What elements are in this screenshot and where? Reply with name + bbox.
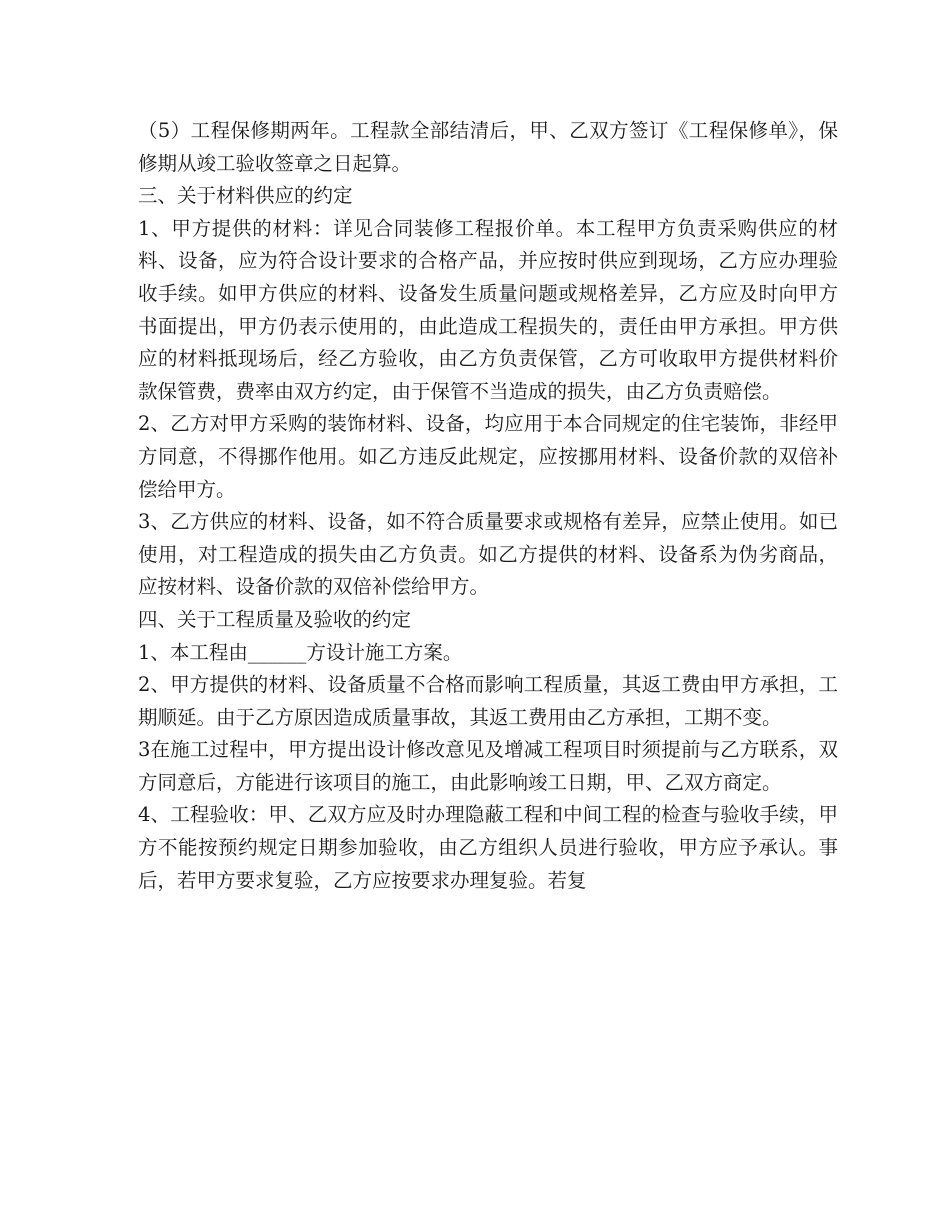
- section-heading-quality-acceptance: 四、关于工程质量及验收的约定: [138, 607, 412, 631]
- paragraph-party-b-supply: 3、乙方供应的材料、设备，如不符合质量要求或规格有差异，应禁止使用。如已使用，对工程造成的损失由乙方负责。如乙方提供的材料、设备系为伪劣商品，应按材料、设备价款的双倍补偿给甲方。: [138, 510, 838, 599]
- paragraph-acceptance: 4、工程验收：甲、乙双方应及时办理隐蔽工程和中间工程的检查与验收手续，甲方不能按预约规定日期参加验收，由乙方组织人员进行验收，甲方应予承认。事后，若甲方要求复验，乙方应按要求办理复验。若复: [138, 803, 838, 892]
- paragraph-party-a-materials: 1、甲方提供的材料：详见合同装修工程报价单。本工程甲方负责采购供应的材料、设备，应为符合设计要求的合格产品，并应按时供应到现场，乙方应办理验收手续。如甲方供应的材料、设备发生质量问题或规格差异，乙方应及时向甲方书面提出，甲方仍表示使用的，由此造成工程损失的，责任由甲方承担。甲方供应的材料抵现场后，经乙方验收，由乙方负责保管，乙方可收取甲方提供材料价款保管费，费率由双方约定，由于保管不当造成的损失，由乙方负责赔偿。: [138, 216, 838, 403]
- section-heading-material-supply: 三、关于材料供应的约定: [138, 184, 353, 208]
- paragraph-rework-cost: 2、甲方提供的材料、设备质量不合格而影响工程质量，其返工费由甲方承担，工期顺延。由于乙方原因造成质量事故，其返工费用由乙方承担，工期不变。: [138, 673, 838, 729]
- paragraph-design-changes: 3在施工过程中，甲方提出设计修改意见及增减工程项目时须提前与乙方联系，双方同意后，方能进行该项目的施工，由此影响竣工日期，甲、乙双方商定。: [138, 738, 838, 794]
- document-body: [138, 115, 838, 897]
- paragraph-warranty-period: （5）工程保修期两年。工程款全部结清后，甲、乙双方签订《工程保修单》，保修期从竣工验收签章之日起算。: [138, 119, 838, 175]
- paragraph-party-b-usage: 2、乙方对甲方采购的装饰材料、设备，均应用于本合同规定的住宅装饰，非经甲方同意，不得挪作他用。如乙方违反此规定，应按挪用材料、设备价款的双倍补偿给甲方。: [138, 412, 838, 501]
- paragraph-design-plan: 1、本工程由______方设计施工方案。: [138, 640, 463, 664]
